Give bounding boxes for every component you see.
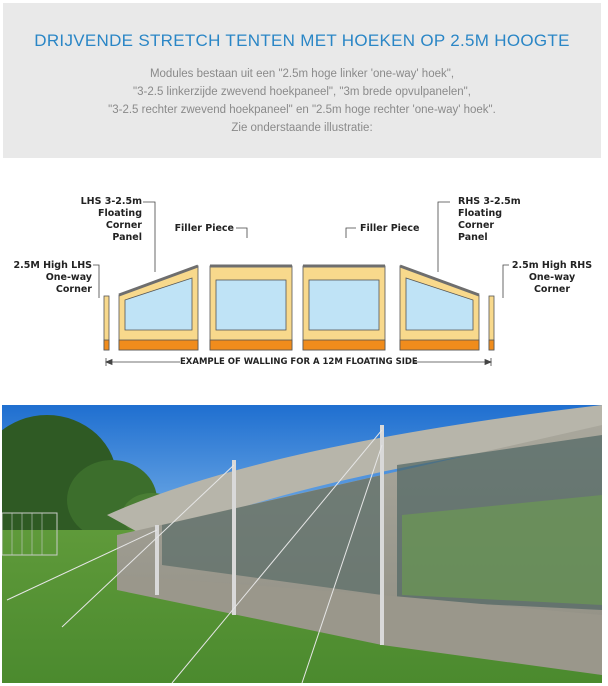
leader-rhs-floating xyxy=(438,202,450,272)
lhs-corner-post xyxy=(104,296,109,350)
intro-panel xyxy=(3,3,601,158)
label-lhs-corner: 2.5M High LHS One-way Corner xyxy=(13,260,92,295)
leader-filler-right xyxy=(346,228,356,238)
lhs-floating-panel xyxy=(119,266,198,350)
stretch-tent-photo xyxy=(2,405,602,683)
label-filler-piece-left: Filler Piece xyxy=(174,223,234,234)
label-rhs-floating-panel: RHS 3-2.5m Floating Corner Panel xyxy=(458,196,521,243)
rhs-floating-panel xyxy=(400,266,479,350)
filler-piece-left xyxy=(210,266,292,350)
leader-lhs-corner xyxy=(93,265,99,298)
description-line-3: "3-2.5 rechter zwevend hoekpaneel" en "2.5m hoge rechter 'one-way' hoek". xyxy=(108,104,496,116)
filler-piece-right xyxy=(303,266,385,350)
rhs-corner-post xyxy=(489,296,494,350)
page-title: DRIJVENDE STRETCH TENTEN MET HOEKEN OP 2.5M HOOGTE xyxy=(34,31,570,50)
diagram-caption: EXAMPLE OF WALLING FOR A 12M FLOATING SIDE xyxy=(180,357,418,367)
intro-description xyxy=(3,65,601,137)
walling-diagram xyxy=(0,180,608,380)
description-line-2: "3-2.5 linkerzijde zwevend hoekpaneel", "3m brede opvulpanelen", xyxy=(133,86,471,98)
leader-lhs-floating xyxy=(143,202,155,272)
leader-filler-left xyxy=(236,228,247,238)
description-line-1: Modules bestaan uit een "2.5m hoge linker 'one-way' hoek", xyxy=(149,68,455,80)
description-line-4: Zie onderstaande illustratie: xyxy=(231,122,373,134)
label-lhs-floating-panel: LHS 3-2.5m Floating Corner Panel xyxy=(80,196,142,243)
label-rhs-corner: 2.5m High RHS One-way Corner xyxy=(511,260,593,295)
label-filler-piece-right: Filler Piece xyxy=(360,223,420,234)
